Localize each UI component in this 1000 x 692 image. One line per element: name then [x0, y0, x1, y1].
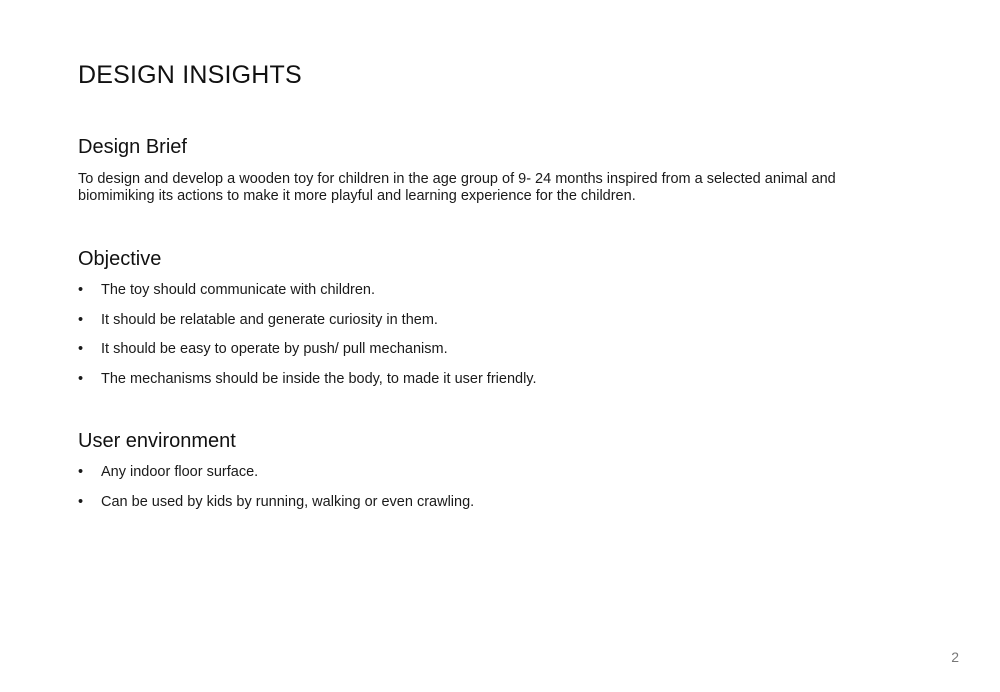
bullet-icon: • [78, 341, 84, 357]
objective-list [78, 282, 878, 388]
page-number: 2 [951, 649, 959, 665]
bullet-icon: • [78, 370, 84, 387]
list-item [78, 312, 878, 329]
list-item [78, 371, 878, 388]
bullet-icon: • [78, 493, 84, 510]
list-item [78, 464, 878, 481]
list-item [78, 282, 878, 299]
list-item-text: Any indoor floor surface. [101, 464, 259, 480]
user-environment-list [78, 464, 878, 511]
design-brief-section [78, 136, 878, 205]
page-title: DESIGN INSIGHTS [78, 61, 302, 89]
design-brief-heading: Design Brief [78, 136, 187, 158]
list-item-text: The toy should communicate with children. [101, 282, 376, 298]
bullet-icon: • [78, 464, 84, 480]
objective-section [78, 248, 878, 400]
objective-heading: Objective [78, 248, 162, 270]
bullet-icon: • [78, 311, 84, 328]
list-item [78, 494, 878, 511]
list-item-text: Can be used by kids by running, walking or even crawling. [101, 493, 475, 510]
bullet-icon: • [78, 282, 84, 298]
list-item [78, 341, 878, 358]
list-item-text: The mechanisms should be inside the body, to made it user friendly. [101, 370, 537, 387]
user-environment-heading: User environment [78, 430, 236, 452]
list-item-text: It should be relatable and generate curiosity in them. [101, 311, 438, 328]
list-item-text: It should be easy to operate by push/ pull mechanism. [101, 341, 448, 357]
user-environment-section [78, 430, 878, 523]
design-brief-text: To design and develop a wooden toy for children in the age group of 9- 24 months inspired from a selected animal and biomimiking its actions to make it more playful and learning experience for the children. [78, 171, 836, 204]
